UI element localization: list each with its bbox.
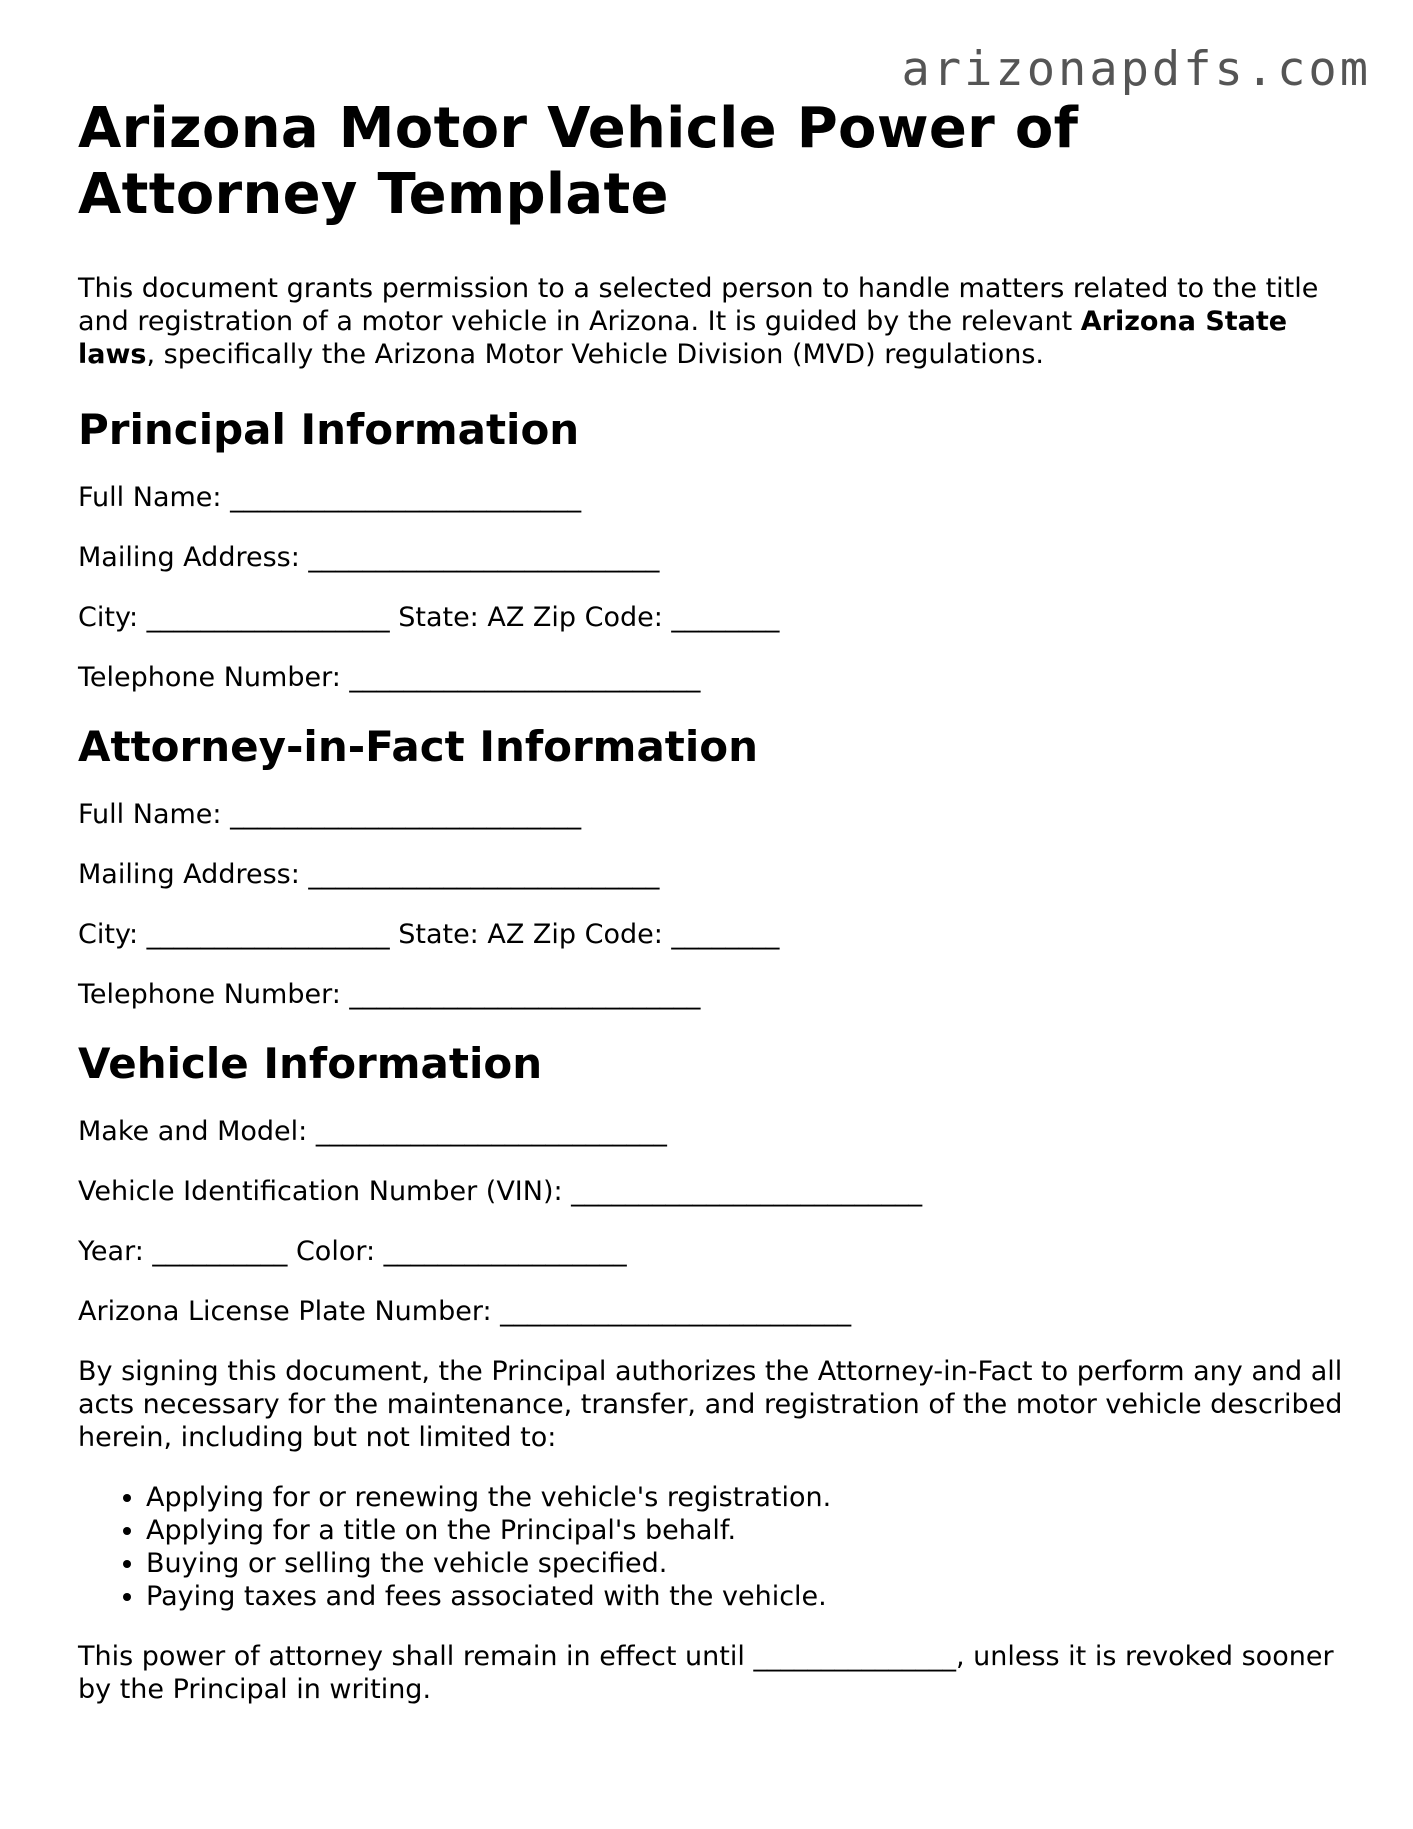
list-item: • Buying or selling the vehicle specified. xyxy=(146,1547,1348,1580)
intro-bold-text: Arizona State laws xyxy=(78,306,1288,370)
vehicle-heading: Vehicle Information xyxy=(78,1039,543,1088)
attorney-full-name-field[interactable]: Full Name: __________________________ xyxy=(78,799,582,830)
attorney-telephone-field[interactable]: Telephone Number: __________________________ xyxy=(78,979,701,1010)
principal-heading: Principal Information xyxy=(78,405,580,454)
vehicle-vin-field[interactable]: Vehicle Identification Number (VIN): __________________________ xyxy=(78,1176,923,1207)
principal-telephone-field[interactable]: Telephone Number: __________________________ xyxy=(78,662,701,693)
duration-paragraph: This power of attorney shall remain in effect until _______________, unless it is revoked sooner by the Principal in writing. xyxy=(78,1641,1334,1705)
acts-list xyxy=(78,1481,1348,1613)
list-item: • Applying for or renewing the vehicle's registration. xyxy=(146,1481,1348,1514)
intro-text-end: , specifically the Arizona Motor Vehicle Division (MVD) regulations. xyxy=(146,339,1044,370)
intro-text: This document grants permission to a selected person to handle matters related to the title and registration of a motor vehicle in Arizona. It is guided by the relevant xyxy=(78,273,1319,337)
list-item: • Applying for a title on the Principal's behalf. xyxy=(146,1514,1348,1547)
vehicle-year-color-field[interactable]: Year: __________ Color: __________________ xyxy=(78,1236,627,1267)
vehicle-plate-field[interactable]: Arizona License Plate Number: __________________________ xyxy=(78,1296,852,1327)
document-title: Arizona Motor Vehicle Power of Attorney Template xyxy=(78,96,1079,227)
attorney-city-state-zip-field[interactable]: City: __________________ State: AZ Zip Code: ________ xyxy=(78,919,780,950)
intro-paragraph xyxy=(78,272,1348,371)
document-page xyxy=(78,96,1348,1706)
watermark: arizonapdfs.com xyxy=(901,42,1371,97)
authorization-paragraph: By signing this document, the Principal authorizes the Attorney-in-Fact to perform any and all acts necessary for the maintenance, transfer, and registration of the motor vehicle described herein, including but not limited to: xyxy=(78,1356,1343,1453)
vehicle-make-model-field[interactable]: Make and Model: __________________________ xyxy=(78,1116,667,1147)
attorney-mailing-address-field[interactable]: Mailing Address: __________________________ xyxy=(78,859,660,890)
principal-mailing-address-field[interactable]: Mailing Address: __________________________ xyxy=(78,542,660,573)
attorney-heading: Attorney-in-Fact Information xyxy=(78,722,759,771)
principal-city-state-zip-field[interactable]: City: __________________ State: AZ Zip Code: ________ xyxy=(78,602,780,633)
list-item: • Paying taxes and fees associated with the vehicle. xyxy=(146,1580,1348,1613)
principal-full-name-field[interactable]: Full Name: __________________________ xyxy=(78,482,582,513)
